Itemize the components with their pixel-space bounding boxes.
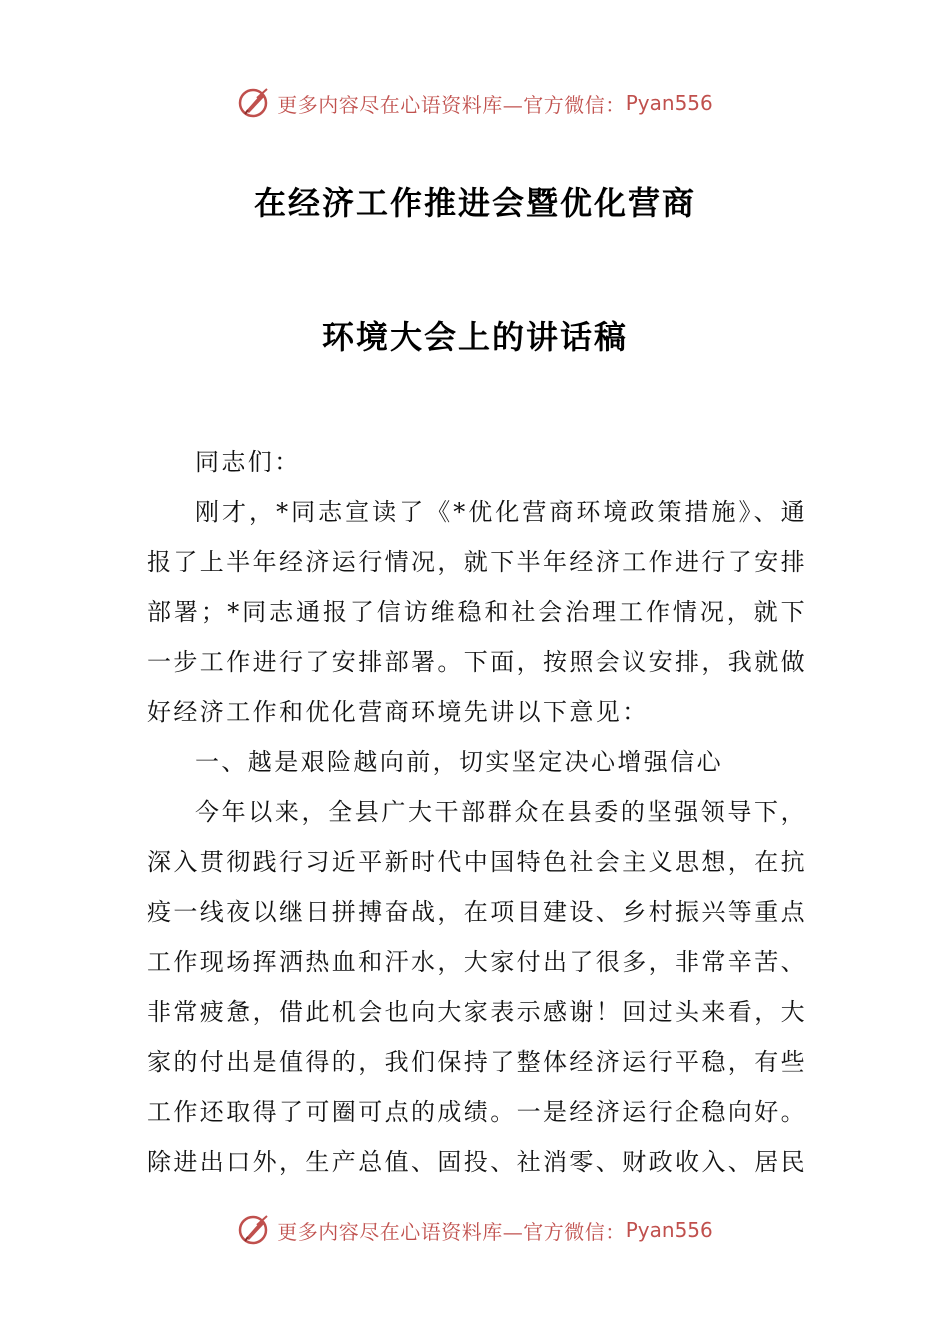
document-body (147, 437, 807, 1187)
document-title-line-1: 在经济工作推进会暨优化营商 (253, 184, 696, 222)
quill-pen-logo-icon (237, 1213, 271, 1247)
watermark-wechat-id: Pyan556 (625, 1218, 713, 1242)
quill-pen-logo-icon (237, 86, 271, 120)
watermark-text: 更多内容尽在心语资料库—官方微信： (277, 92, 626, 117)
document-title-line-2: 环境大会上的讲话稿 (321, 318, 628, 356)
watermark-text: 更多内容尽在心语资料库—官方微信： (277, 1219, 626, 1244)
header-watermark (0, 83, 950, 123)
section-heading: 一、越是艰险越向前，切实坚定决心增强信心 (195, 748, 723, 776)
salutation: 同志们： (195, 448, 301, 476)
watermark-wechat-id: Pyan556 (625, 91, 713, 115)
paragraph: 刚才，*同志宣读了《*优化营商环境政策措施》、通报了上半年经济运行情况，就下半年经济工作进行了安排部署；*同志通报了信访维稳和社会治理工作情况，就下一步工作进行了安排部署。下面，按照会议安排，我就做好经济工作和优化营商环境先讲以下意见： (147, 498, 807, 726)
paragraph: 今年以来，全县广大干部群众在县委的坚强领导下，深入贯彻践行习近平新时代中国特色社会主义思想，在抗疫一线夜以继日拼搏奋战，在项目建设、乡村振兴等重点工作现场挥洒热血和汗水，大家付出了很多，非常辛苦、非常疲惫，借此机会也向大家表示感谢！回过头来看，大家的付出是值得的，我们保持了整体经济运行平稳，有些工作还取得了可圈可点的成绩。一是经济运行企稳向好。除进出口外，生产总值、固投、社消零、财政收入、居民 (147, 798, 807, 1176)
footer-watermark (0, 1210, 950, 1250)
